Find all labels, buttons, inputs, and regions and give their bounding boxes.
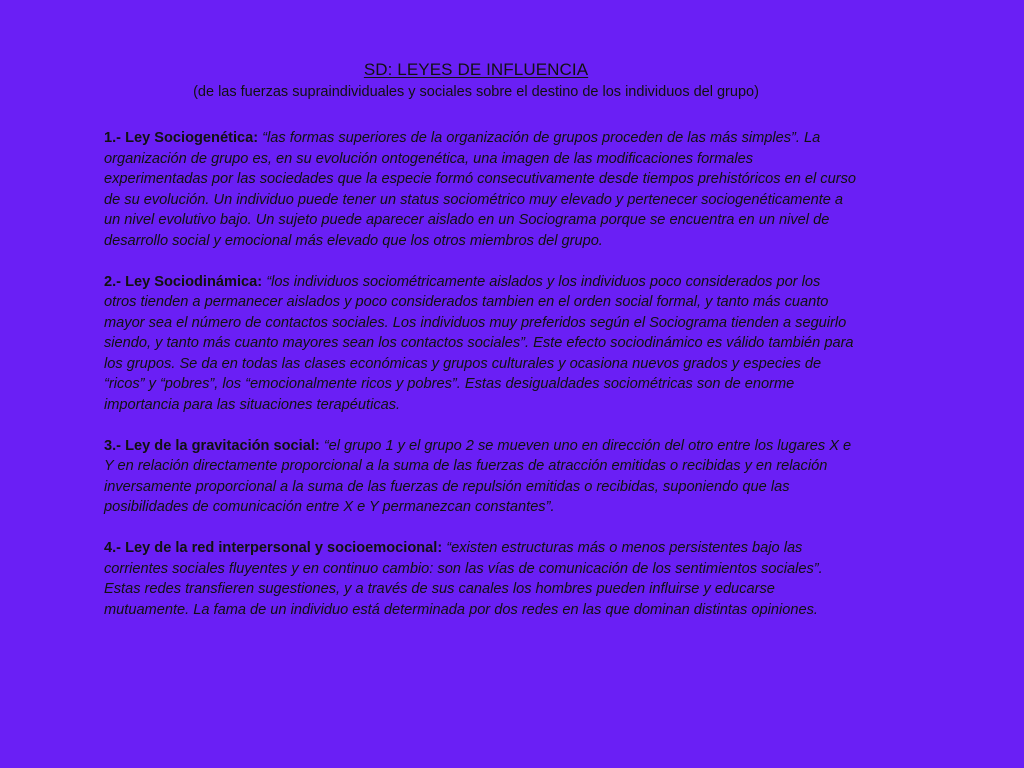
law-body: “los individuos sociométricamente aislados y los individuos poco considerados por los otros tienden a permanecer aislados y poco considerados tambien en el orden social formal, y tanto más cuanto mayor sea el número de contactos sociales. Los individuos muy preferidos según el Sociograma tienden a seguirlo siendo, y tanto más cuanto mayores sean los contactos sociales”. Este efecto sociodinámico es válido también para los grupos. Se da en todas las clases económicas y grupos culturales y ocasiona nuevos grados y especies de “ricos” y “pobres”, los “emocionalmente ricos y pobres”. Estas desigualdades sociométricas son de enorme importancia para las situaciones terapéuticas.: [104, 273, 854, 413]
law-heading: 2.- Ley Sociodinámica:: [104, 273, 263, 290]
laws-list: [104, 128, 856, 641]
law-item-4: [104, 538, 856, 620]
law-body: “existen estructuras más o menos persistentes bajo las corrientes sociales fluyentes y en continuo cambio: son las vías de comunicación de los sentimientos sociales”. Estas redes transfieren sugestiones, y a través de sus canales los hombres pueden influirse y educarse mutuamente. La fama de un individuo está determinada por dos redes en las que dominan distintas opiniones.: [104, 540, 823, 618]
slide-title: SD: LEYES DE INFLUENCIA: [363, 60, 589, 79]
law-heading: 3.- Ley de la gravitación social:: [104, 437, 320, 454]
law-item-1: [104, 128, 856, 251]
slide-subtitle: (de las fuerzas supraindividuales y sociales sobre el destino de los individuos del grupo): [193, 84, 759, 100]
law-heading: 1.- Ley Sociogenética:: [104, 130, 259, 146]
law-item-3: [104, 436, 856, 518]
law-heading: 4.- Ley de la red interpersonal y socioemocional:: [104, 540, 443, 556]
law-item-2: [104, 272, 856, 416]
law-body: “las formas superiores de la organización de grupos proceden de las más simples”. La organización de grupo es, en su evolución ontogenética, una imagen de las modificaciones formales experimentadas por las sociedades que la especie formó consecutivamente desde tiempos prehistóricos en el curso de su evolución. Un individuo puede tener un status sociométrico muy elevado y pertenecer sociogenéticamente a un nivel evolutivo bajo. Un sujeto puede aparecer aislado en un Sociograma porque se encuentra en un nivel de desarrollo social y emocional más elevado que los otros miembros del grupo.: [104, 130, 856, 249]
law-body: “el grupo 1 y el grupo 2 se mueven uno en dirección del otro entre los lugares X e Y en relación directamente proporcional a la suma de las fuerzas de atracción emitidas o recibidas y en relación inversamente proporcional a la suma de las fuerzas de repulsión emitidas o recibidas, suponiendo que las posibilidades de comunicación entre X e Y permanezcan constantes”.: [104, 437, 852, 515]
